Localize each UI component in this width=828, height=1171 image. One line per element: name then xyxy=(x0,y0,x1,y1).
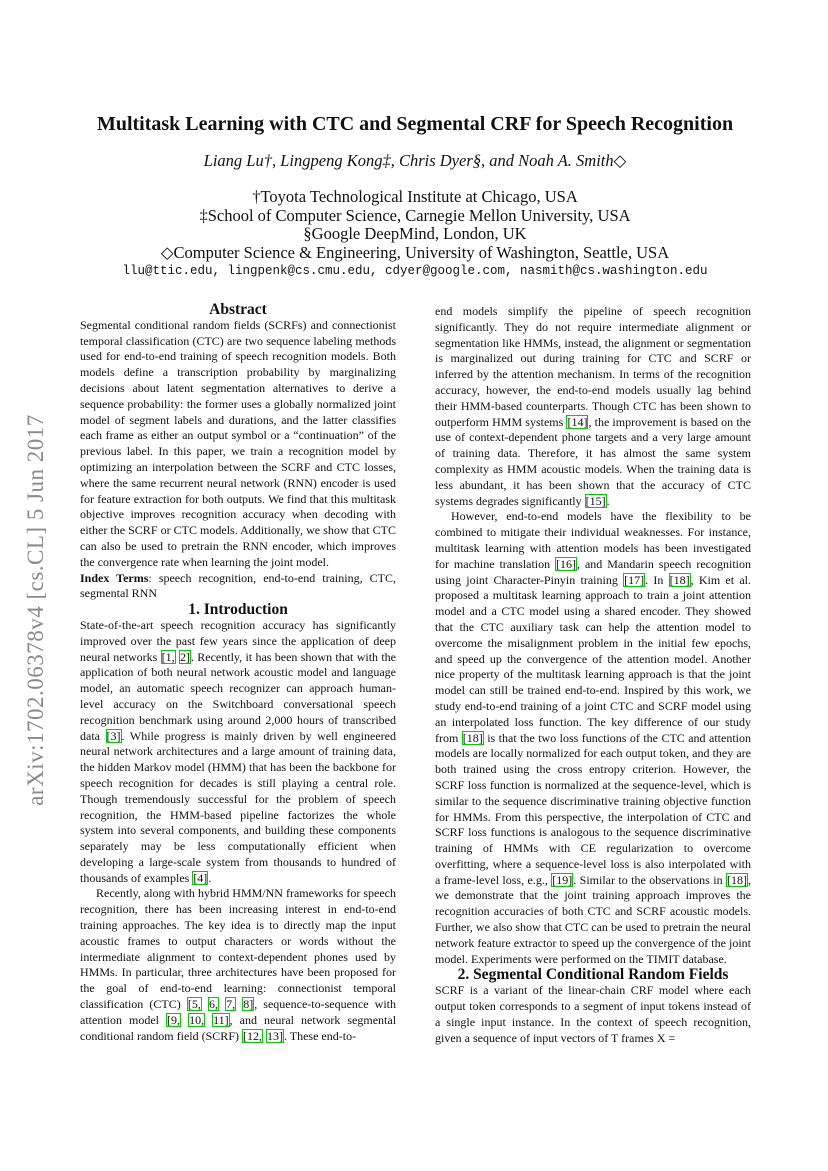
paragraph-text: end models simplify the pipeline of speech recognition significantly. They do not require intermediate alignment or segmentation like HMMs, instead, the alignment or segmentation is marginalized out during training for CTC and SCRF or inferred by the attention mechanism. In terms of the recognition accuracy, however, the end-to-end models usually lag behind their HMM-based counterparts. Though CTC has been shown to outperform HMM systems xyxy=(435,304,751,429)
index-terms xyxy=(80,571,396,603)
citation-link[interactable]: [4] xyxy=(193,870,208,885)
paragraph-text: . These end-to- xyxy=(283,1028,357,1043)
section-heading-introduction: 1. Introduction xyxy=(188,601,288,619)
paragraph-text: Recently, along with hybrid HMM/NN frameworks for speech recognition, there has been increasing interest in end-to-end training approaches. The key idea is to directly map the input acoustic frames to output characters or words without the intermediate alignment to context-dependent phones used by HMMs. In particular, three architectures have been proposed for the goal of end-to-end learning: connectionist temporal classification (CTC) xyxy=(80,886,396,1012)
paragraph-text: , and Mandarin speech recognition using joint Character-Pinyin training xyxy=(435,556,751,587)
paragraph-text: , we demonstrate that the joint training approach improves the recognition accuracies of both CTC and SCRF acoustic models. Further, we also show that CTC can be used to pretrain the neural network feature extractor to speed up the convergence of the joint model. Experiments were performed on the TIMIT database. xyxy=(435,872,751,966)
author-list: Liang Lu†, Lingpeng Kong‡, Chris Dyer§, and Noah A. Smith◇ xyxy=(203,151,627,170)
citation-link[interactable]: [16] xyxy=(556,556,577,571)
paragraph-text: is that the two loss functions of the CTC and attention models are locally normalized for each output token, and they are both trained using the cross entropy criterion. However, the SCRF loss function is normalized at the sequence-level, which is similar to the sequence discriminative training objective function for HMMs. From this perspective, the interpolation of CTC and SCRF loss functions is analogous to the sequence discriminative training of HMMs with CE regularization to overcome overfitting, where a sequence-level loss is also interpolated with a frame-level loss, e.g., xyxy=(435,730,751,887)
citation-link[interactable]: [18] xyxy=(462,730,483,745)
intro-paragraph xyxy=(80,886,396,1044)
paragraph-text: State-of-the-art speech recognition accuracy has significantly improved over the past few years since the application of deep neural networks xyxy=(80,617,396,664)
citation-link[interactable]: [3] xyxy=(106,728,121,743)
body-paragraph xyxy=(435,304,751,509)
abstract-heading: Abstract xyxy=(209,301,267,318)
citation-link[interactable]: 11] xyxy=(213,1012,229,1027)
citation-link[interactable]: [17] xyxy=(624,572,645,587)
paragraph-text: . In xyxy=(645,572,669,587)
abstract-text: Segmental conditional random fields (SCRFs) and connectionist temporal classification (CTC) are two sequence labeling methods used for end-to-end training of speech recognition models. Both models define a transcription probability by marginalizing decisions about latent segmentation alternatives to derive a sequence probability: the former uses a globally normalized joint model of segment labels and durations, and the latter classifies each frame as either an output symbol or a “continuation” of the previous label. In this paper, we train a recognition model by optimizing an interpolation between the SCRF and CTC losses, where the same recurrent neural network (RNN) encoder is used for feature extraction for both outputs. We find that this multitask objective improves recognition accuracy when decoding with either the SCRF or CTC models. Additionally, we show that CTC can also be used to pretrain the RNN encoder, which improves the convergence rate when learning the joint model. xyxy=(80,317,396,569)
citation-link[interactable]: [19] xyxy=(552,872,573,887)
right-column xyxy=(435,304,751,1046)
citation-link[interactable]: [14] xyxy=(567,414,588,429)
paragraph-text: , Kim et al. proposed a multitask learning approach to train a joint attention model and a CTC model using a shared encoder. They showed that the CTC auxiliary task can help the attention model to overcome the misalignment problem in the initial few epochs, and speed up the convergence of the attention model. Another nice property of the multitask learning approach is that the joint model can still be trained end-to-end. Inspired by this work, we study end-to-end training of a joint CTC and SCRF model using an interpolated loss function. The key difference of our study from xyxy=(435,572,752,745)
citation-link[interactable]: [12, xyxy=(242,1028,262,1043)
index-terms-text: : speech recognition, end-to-end training, CTC, segmental RNN xyxy=(80,570,396,601)
paragraph-text: . xyxy=(606,493,610,508)
affiliation: §Google DeepMind, London, UK xyxy=(303,224,527,243)
citation-link[interactable]: [15] xyxy=(585,493,606,508)
citation-link[interactable]: [5, xyxy=(187,997,201,1012)
citation-link[interactable]: 2] xyxy=(179,649,190,664)
citation-link[interactable]: [9, xyxy=(167,1012,181,1027)
paragraph-text: , and neural network segmental conditional random field (SCRF) xyxy=(80,1012,397,1043)
affiliation: ◇Computer Science & Engineering, University of Washington, Seattle, USA xyxy=(160,243,670,262)
body-paragraph: SCRF is a variant of the linear-chain CRF model where each output token corresponds to a segment of input tokens instead of a single input instance. In the context of speech recognition, given a sequence of input vectors of T frames X = xyxy=(435,983,751,1045)
intro-paragraph xyxy=(80,618,396,887)
paragraph-text: . xyxy=(208,870,212,885)
paragraph-text: . Recently, it has been shown that with the application of both neural network acoustic model and language model, an automatic speech recognizer can approach human-level accuracy on the Switchboard conversational speech recognition benchmark using around 2,000 hours of transcribed data xyxy=(80,649,397,743)
citation-link[interactable]: [18] xyxy=(669,572,690,587)
index-terms-label: Index Terms xyxy=(80,570,149,585)
affiliation: ‡School of Computer Science, Carnegie Mellon University, USA xyxy=(199,206,631,225)
paragraph-text xyxy=(181,1013,188,1027)
citation-link[interactable]: 13] xyxy=(266,1028,283,1043)
paragraph-text: . While progress is mainly driven by well engineered neural network architectures and a large amount of training data, the hidden Markov model (HMM) that has been the backbone for speech recognition for decades is still playing a central role. Though tremendously successful for the problem of speech recognition, the HMM-based pipeline factorizes the whole system into several components, and building these components separately may be less computationally efficient when developing a large-scale system from thousands to hundred of thousands of examples xyxy=(80,728,396,885)
paper-title: Multitask Learning with CTC and Segmental CRF for Speech Recognition xyxy=(96,113,734,135)
citation-link[interactable]: 10, xyxy=(189,1012,205,1027)
arxiv-stamp: arXiv:1702.06378v4 [cs.CL] 5 Jun 2017 xyxy=(23,414,48,806)
affiliation: †Toyota Technological Institute at Chicago, USA xyxy=(252,187,578,206)
paragraph-text: However, end-to-end models have the flexibility to be combined to mitigate their individual weaknesses. For instance, multitask learning with attention models has been investigated for machine translation xyxy=(435,509,751,571)
left-column xyxy=(80,302,396,1044)
citation-link[interactable]: [18] xyxy=(727,872,747,887)
author-emails: llu@ttic.edu, lingpenk@cs.cmu.edu, cdyer@google.com, nasmith@cs.washington.edu xyxy=(122,264,708,278)
body-paragraph xyxy=(435,509,751,967)
citation-link[interactable]: 7, xyxy=(226,997,236,1012)
citation-link[interactable]: 6, xyxy=(208,997,218,1012)
paragraph-text: , sequence-to-sequence with attention model xyxy=(80,997,397,1027)
paragraph-text: , the improvement is based on the use of context-dependent phone targets and a very large amount of training data. Therefore, it has almost the same system complexity as HMM acoustic models. When the training data is less abundant, it has been shown that the accuracy of CTC systems degrades significantly xyxy=(435,414,751,508)
section-heading-scrf: 2. Segmental Conditional Random Fields xyxy=(457,966,729,984)
citation-link[interactable]: [1, xyxy=(161,649,175,664)
paragraph-text: . Similar to the observations in xyxy=(573,872,726,887)
citation-link[interactable]: 8] xyxy=(243,997,254,1012)
